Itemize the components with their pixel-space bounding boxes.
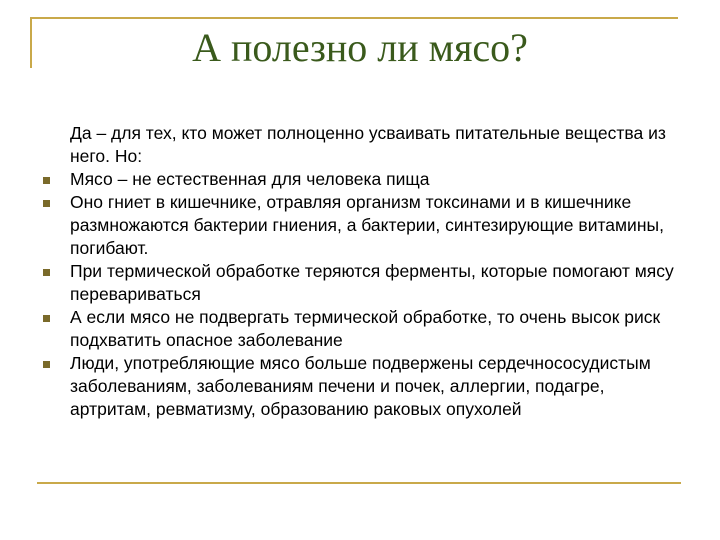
- frame-top-line: [30, 17, 678, 19]
- square-bullet-icon: [43, 361, 50, 368]
- bullet-text: Люди, употребляющие мясо больше подвержены сердечнососудистым заболеваниям, заболеваниям печени и почек, аллергии, подагре, артритам, ревматизму, образованию раковых опухолей: [70, 353, 651, 419]
- list-item: [43, 191, 675, 260]
- list-item: [43, 168, 675, 191]
- intro-text: Да – для тех, кто может полноценно усваивать питательные вещества из него. Но:: [70, 123, 666, 166]
- list-item: [43, 260, 675, 306]
- bullet-list: [43, 168, 675, 421]
- square-bullet-icon: [43, 200, 50, 207]
- list-item: [43, 352, 675, 421]
- square-bullet-icon: [43, 315, 50, 322]
- bullet-text: Оно гниет в кишечнике, отравляя организм токсинами и в кишечнике размножаются бактерии гниения, а бактерии, синтезирующие витамины, погибают.: [70, 192, 664, 258]
- square-bullet-icon: [43, 177, 50, 184]
- bullet-text: Мясо – не естественная для человека пища: [70, 169, 430, 189]
- slide-title: А полезно ли мясо?: [192, 25, 528, 70]
- frame-bottom-line: [37, 482, 681, 484]
- bullet-text: А если мясо не подвергать термической обработке, то очень высок риск подхватить опасное заболевание: [70, 307, 661, 350]
- list-item: [43, 306, 675, 352]
- bullet-text: При термической обработке теряются ферменты, которые помогают мясу перевариваться: [70, 261, 674, 304]
- square-bullet-icon: [43, 269, 50, 276]
